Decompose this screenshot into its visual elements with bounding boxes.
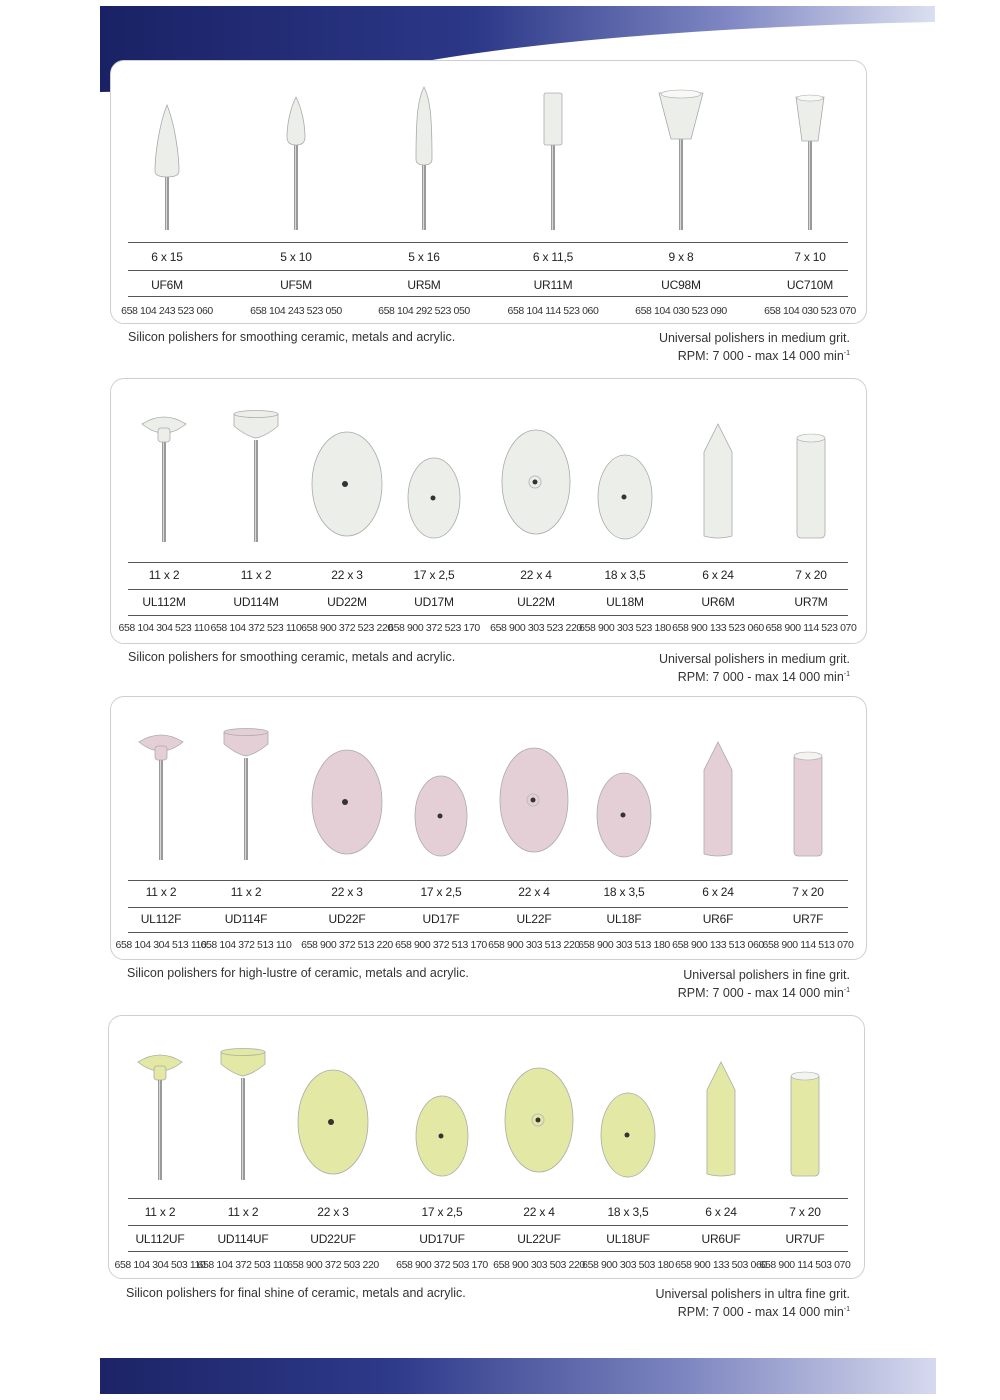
polisher-image: [389, 402, 479, 552]
product-size: 18 x 3,5: [604, 568, 646, 582]
product-size: 22 x 4: [523, 1205, 555, 1219]
product-code: UD114UF: [217, 1232, 269, 1246]
product-size: 22 x 4: [520, 568, 552, 582]
polisher-image: [302, 402, 392, 552]
table-rule: [128, 1225, 848, 1226]
article-number: 658 104 030 523 090: [635, 305, 727, 317]
product-size: 5 x 16: [408, 250, 440, 264]
product-code: UL18UF: [606, 1232, 650, 1246]
footer-banner: [100, 1358, 936, 1394]
product-size: 7 x 10: [794, 250, 826, 264]
product-code: UD22F: [328, 912, 366, 926]
polisher-image: [673, 720, 763, 870]
product-code: UR7F: [792, 912, 824, 926]
product-code: UD114F: [224, 912, 268, 926]
product-code: UL112M: [142, 595, 186, 609]
product-code: UR7UF: [785, 1232, 825, 1246]
product-size: 5 x 10: [280, 250, 312, 264]
article-number: 658 104 304 523 110: [118, 622, 210, 634]
product-code: UL22M: [517, 595, 555, 609]
polisher-image: [494, 1040, 584, 1190]
product-size: 6 x 11,5: [532, 250, 574, 264]
article-number: 658 104 292 523 050: [378, 305, 470, 317]
polisher-image: [766, 402, 856, 552]
polisher-image: [579, 720, 669, 870]
article-number: 658 104 243 523 050: [250, 305, 342, 317]
article-number: 658 900 372 523 220: [301, 622, 393, 634]
product-size: 22 x 3: [331, 568, 363, 582]
table-rule: [128, 932, 848, 933]
polisher-image: [302, 720, 392, 870]
product-size: 6 x 15: [151, 250, 183, 264]
product-size: 18 x 3,5: [607, 1205, 649, 1219]
product-code: UL22UF: [517, 1232, 561, 1246]
table-rule: [128, 589, 848, 590]
product-size: 17 x 2,5: [413, 568, 455, 582]
polisher-image: [636, 85, 726, 235]
product-size: 6 x 24: [705, 1205, 737, 1219]
article-number: 658 104 030 523 070: [764, 305, 856, 317]
polisher-image: [673, 402, 763, 552]
product-code: UL112F: [140, 912, 182, 926]
rpm-label: [655, 1302, 850, 1320]
product-size: 7 x 20: [792, 885, 824, 899]
article-number: 658 900 114 513 070: [762, 939, 854, 951]
article-number: 658 900 303 513 220: [488, 939, 580, 951]
polisher-image: [116, 720, 206, 870]
product-code: UC98M: [661, 278, 701, 292]
product-code: UD17F: [422, 912, 460, 926]
table-rule: [128, 242, 848, 243]
product-code: UL22F: [516, 912, 552, 926]
product-code: UL18M: [606, 595, 644, 609]
section-description: Silicon polishers for high-lustre of ceramic, metals and acrylic.: [127, 966, 469, 980]
product-code: UR6M: [701, 595, 735, 609]
rpm-text: RPM: 7 000 - max 14 000 min: [677, 1305, 844, 1319]
table-rule: [128, 615, 848, 616]
polisher-image: [115, 1040, 205, 1190]
product-code: UD114M: [233, 595, 279, 609]
grit-info: [678, 967, 850, 1001]
product-size: 22 x 4: [518, 885, 550, 899]
article-number: 658 900 303 523 180: [579, 622, 671, 634]
product-code: UR11M: [533, 278, 573, 292]
product-size: 11 x 2: [148, 568, 180, 582]
polisher-image: [760, 1040, 850, 1190]
product-code: UD22M: [327, 595, 367, 609]
product-code: UD22UF: [310, 1232, 356, 1246]
article-number: 658 104 304 503 110: [114, 1259, 206, 1271]
product-size: 9 x 8: [668, 250, 694, 264]
polisher-image: [583, 1040, 673, 1190]
product-panel: [110, 60, 867, 324]
product-code: UF6M: [151, 278, 183, 292]
table-rule: [128, 1251, 848, 1252]
grit-info: [659, 330, 850, 364]
polisher-image: [201, 720, 291, 870]
product-size: 7 x 20: [789, 1205, 821, 1219]
polisher-image: [198, 1040, 288, 1190]
product-size: 11 x 2: [230, 885, 262, 899]
product-size: 22 x 3: [317, 1205, 349, 1219]
rpm-text: RPM: 7 000 - max 14 000 min: [677, 670, 844, 684]
article-number: 658 900 114 523 070: [765, 622, 857, 634]
article-number: 658 104 372 513 110: [200, 939, 292, 951]
polisher-image: [676, 1040, 766, 1190]
article-number: 658 900 372 513 170: [395, 939, 487, 951]
product-size: 11 x 2: [227, 1205, 259, 1219]
polisher-image: [122, 85, 212, 235]
product-code: UD17UF: [419, 1232, 465, 1246]
article-number: 658 900 114 503 070: [759, 1259, 851, 1271]
product-size: 18 x 3,5: [603, 885, 645, 899]
section-description: Silicon polishers for final shine of ceramic, metals and acrylic.: [126, 1286, 466, 1300]
polisher-image: [379, 85, 469, 235]
product-code: UL112UF: [135, 1232, 185, 1246]
article-number: 658 104 114 523 060: [507, 305, 599, 317]
grit-label: Universal polishers in medium grit.: [658, 331, 850, 345]
article-number: 658 900 372 513 220: [301, 939, 393, 951]
article-number: 658 900 303 523 220: [490, 622, 582, 634]
product-size: 17 x 2,5: [420, 885, 462, 899]
product-code: UF5M: [280, 278, 312, 292]
article-number: 658 900 372 503 220: [287, 1259, 379, 1271]
product-code: UR7M: [794, 595, 828, 609]
article-number: 658 104 304 513 110: [115, 939, 207, 951]
polisher-image: [491, 402, 581, 552]
product-size: 11 x 2: [240, 568, 272, 582]
product-code: UR6F: [702, 912, 734, 926]
product-size: 11 x 2: [145, 885, 177, 899]
article-number: 658 104 372 503 110: [197, 1259, 289, 1271]
polisher-image: [763, 720, 853, 870]
polisher-image: [580, 402, 670, 552]
rpm-unit-exponent: -1: [843, 987, 850, 994]
product-size: 22 x 3: [331, 885, 363, 899]
article-number: 658 900 133 503 060: [675, 1259, 767, 1271]
table-rule: [128, 562, 848, 563]
polisher-image: [119, 402, 209, 552]
table-rule: [128, 1198, 848, 1199]
table-rule: [128, 296, 848, 297]
table-rule: [128, 270, 848, 271]
rpm-label: [659, 667, 850, 685]
polisher-image: [211, 402, 301, 552]
article-number: 658 900 372 523 170: [388, 622, 480, 634]
product-size: 11 x 2: [144, 1205, 176, 1219]
product-code: UR6UF: [701, 1232, 741, 1246]
article-number: 658 104 372 523 110: [210, 622, 302, 634]
article-number: 658 900 372 503 170: [396, 1259, 488, 1271]
rpm-label: [678, 983, 850, 1001]
grit-info: [659, 651, 850, 685]
product-code: UD17M: [414, 595, 454, 609]
section-description: Silicon polishers for smoothing ceramic, metals and acrylic.: [128, 330, 456, 344]
product-size: 6 x 24: [702, 885, 734, 899]
grit-label: Universal polishers in ultra fine grit.: [655, 1287, 850, 1301]
product-code: UC710M: [786, 278, 834, 292]
grit-info: [655, 1286, 850, 1320]
rpm-label: [659, 346, 850, 364]
table-rule: [128, 907, 848, 908]
article-number: 658 900 303 503 220: [493, 1259, 585, 1271]
article-number: 658 900 303 513 180: [578, 939, 670, 951]
product-code: UR5M: [407, 278, 441, 292]
rpm-unit-exponent: -1: [843, 1306, 850, 1313]
product-code: UL18F: [606, 912, 642, 926]
table-rule: [128, 880, 848, 881]
product-size: 6 x 24: [702, 568, 734, 582]
section-description: Silicon polishers for smoothing ceramic, metals and acrylic.: [128, 650, 456, 664]
rpm-text: RPM: 7 000 - max 14 000 min: [677, 349, 844, 363]
polisher-image: [288, 1040, 378, 1190]
article-number: 658 104 243 523 060: [121, 305, 213, 317]
product-size: 17 x 2,5: [421, 1205, 463, 1219]
grit-label: Universal polishers in fine grit.: [683, 968, 850, 982]
polisher-image: [508, 85, 598, 235]
article-number: 658 900 133 513 060: [672, 939, 764, 951]
polisher-image: [489, 720, 579, 870]
rpm-text: RPM: 7 000 - max 14 000 min: [677, 986, 844, 1000]
polisher-image: [251, 85, 341, 235]
article-number: 658 900 303 503 180: [582, 1259, 674, 1271]
grit-label: Universal polishers in medium grit.: [658, 652, 850, 666]
article-number: 658 900 133 523 060: [672, 622, 764, 634]
rpm-unit-exponent: -1: [843, 350, 850, 357]
rpm-unit-exponent: -1: [843, 671, 850, 678]
polisher-image: [396, 720, 486, 870]
polisher-image: [397, 1040, 487, 1190]
product-size: 7 x 20: [795, 568, 827, 582]
polisher-image: [765, 85, 855, 235]
